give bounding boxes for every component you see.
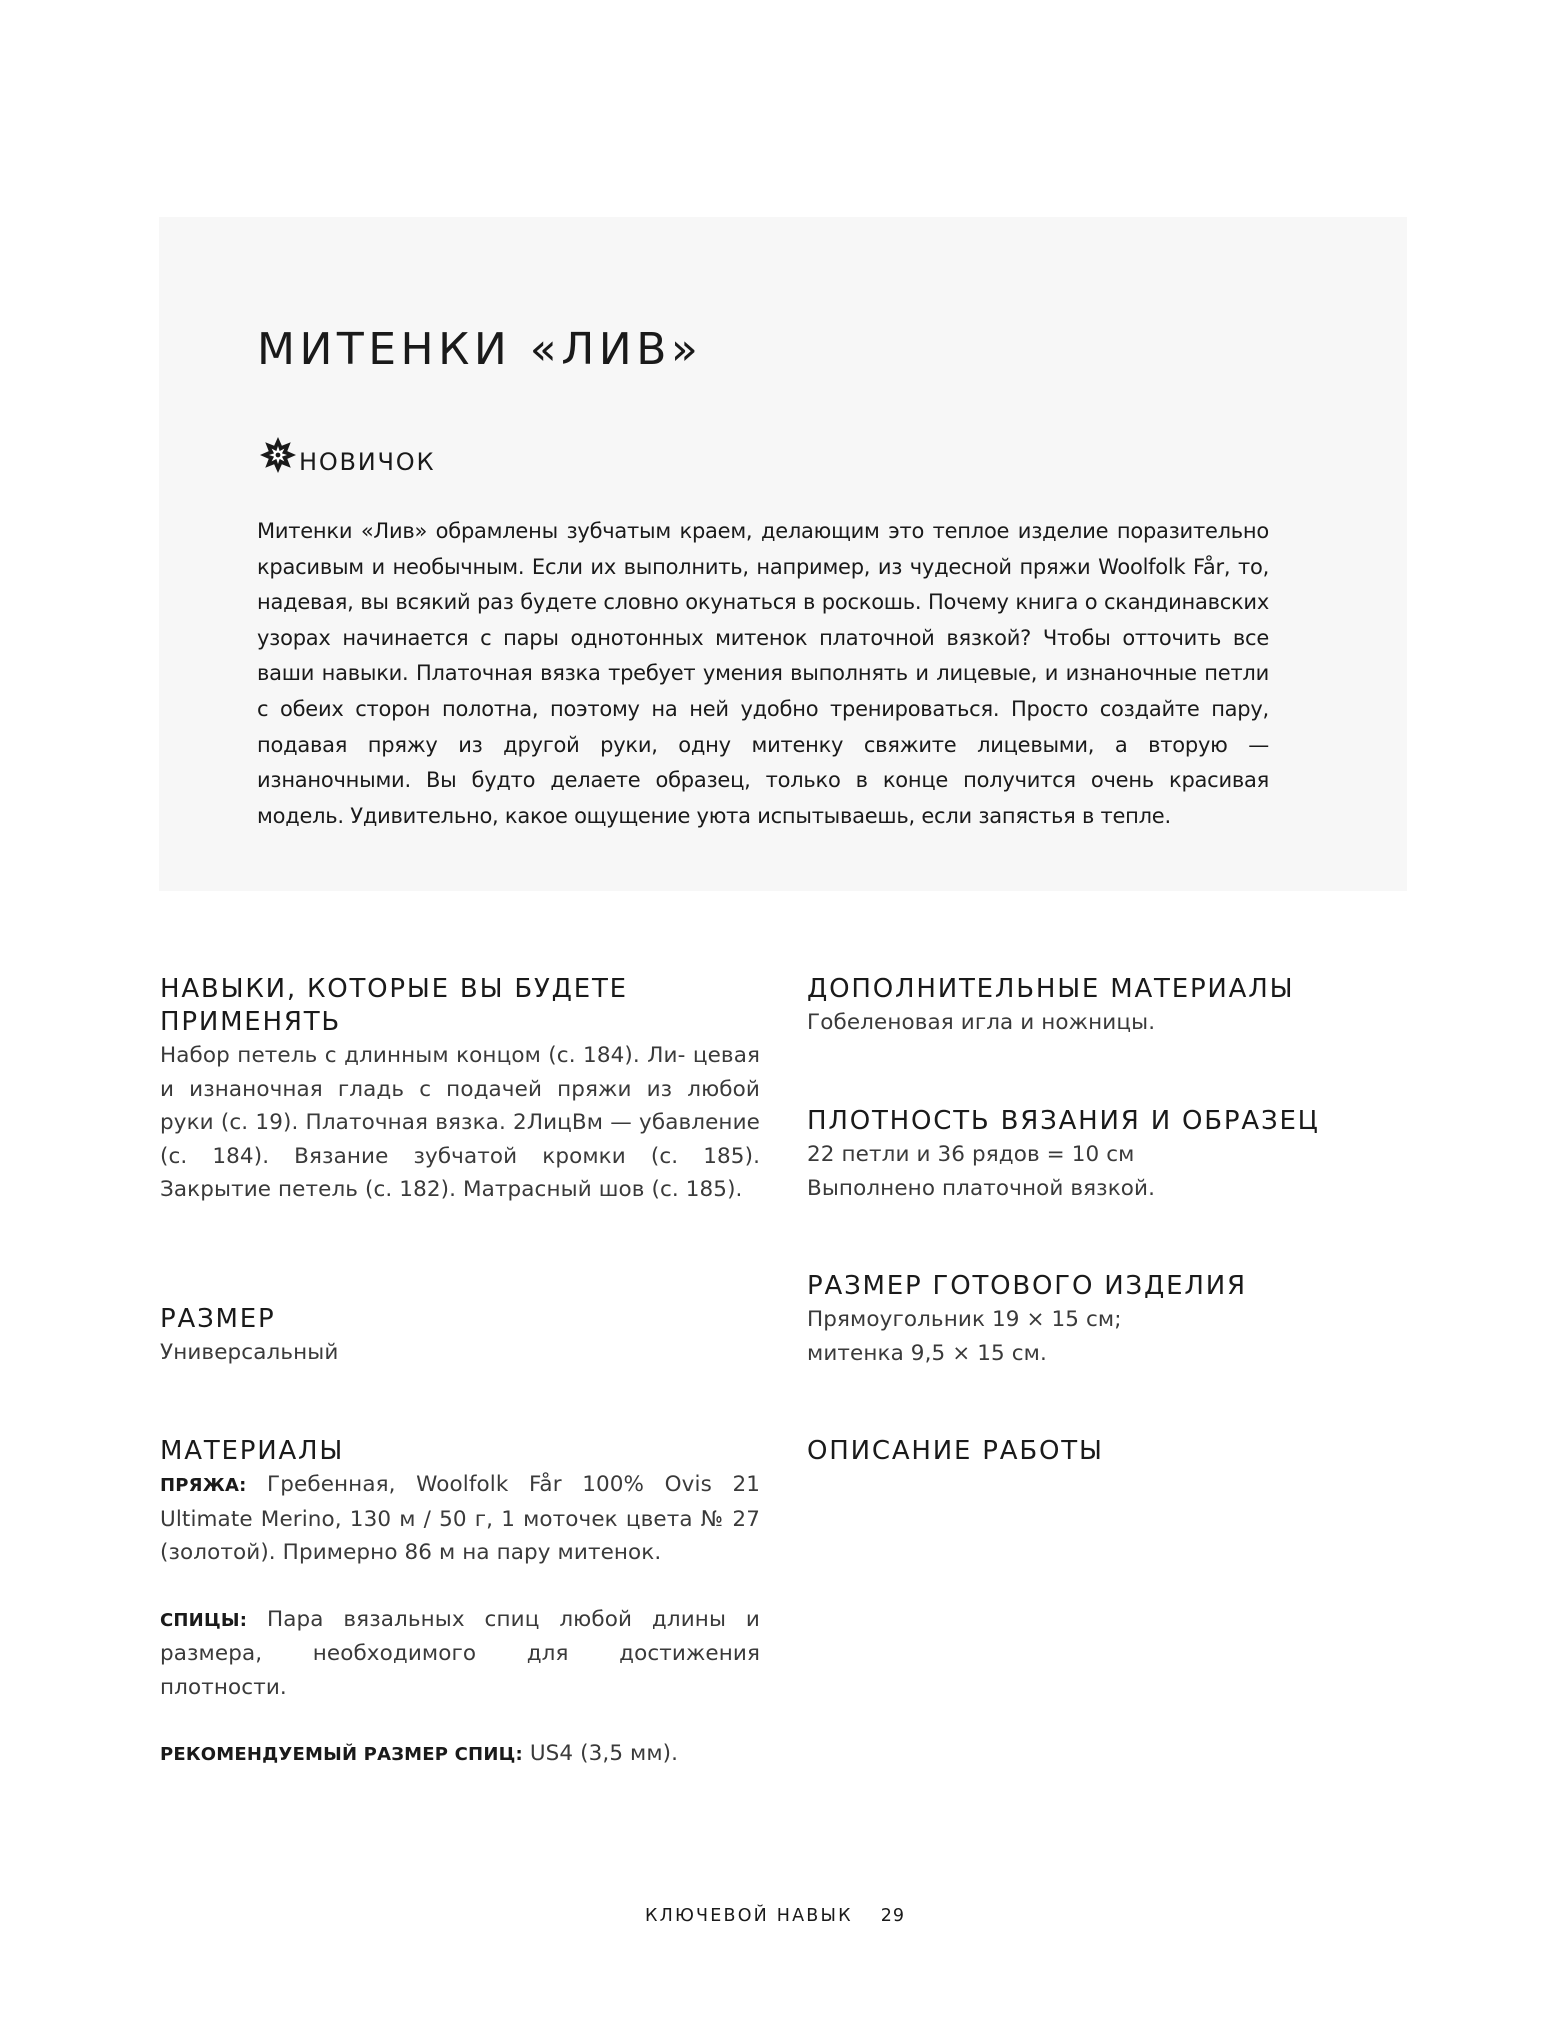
gauge-title: ПЛОТНОСТЬ ВЯЗАНИЯ И ОБРАЗЕЦ [807, 1106, 1320, 1136]
additional-materials-text: Гобеленовая игла и ножницы. [807, 1010, 1156, 1035]
yarn-line: Ultimate Merino, 130 м / 50 г, 1 моточек цвета [160, 1506, 693, 1532]
footer-section-label: КЛЮЧЕВОЙ НАВЫК [644, 1906, 853, 1926]
intro-line: красивым и необычным. Если их выполнить, например, из чудесной пряжи Woolfolk [257, 554, 1186, 579]
needles-text [160, 1603, 760, 1705]
needle-size-value: US4 (3,5 мм). [522, 1741, 679, 1766]
gauge-line: Выполнено платочной вязкой. [807, 1175, 1156, 1201]
intro-line: Får, то, надевая, вы всякий раз будете словно окунаться в роскошь. Почему книга [257, 554, 1269, 615]
intro-line: и изнаночные петли с обеих сторон полотна, поэтому на ней удобно тренироваться. [257, 661, 1269, 721]
skills-section [160, 973, 760, 1207]
yarn-label: ПРЯЖА: [160, 1475, 247, 1496]
skills-title-line: НАВЫКИ, КОТОРЫЕ ВЫ БУДЕТЕ [160, 974, 628, 1004]
needle-size-label: РЕКОМЕНДУЕМЫЙ РАЗМЕР СПИЦ: [160, 1744, 523, 1765]
page-footer [0, 1904, 1550, 1928]
instructions-title: ОПИСАНИЕ РАБОТЫ [807, 1436, 1104, 1466]
gauge-line: 22 петли и 36 рядов = 10 см [807, 1142, 1135, 1167]
size-section [160, 1303, 760, 1370]
skills-line: (с. 185). Закрытие петель (с. 182). Матрасный [160, 1143, 760, 1202]
gauge-text [807, 1138, 1407, 1205]
skills-line: цевая и изнаночная гладь с подачей пряжи из [160, 1043, 761, 1102]
skills-text [160, 1039, 760, 1207]
intro-line: Чтобы отточить все ваши навыки. Платочная вязка требует умения выполнять и лицевые, [257, 625, 1269, 686]
skills-line: убавление (с. 184). Вязание зубчатой кромки [160, 1110, 760, 1169]
needles-label: СПИЦЫ: [160, 1609, 248, 1631]
finished-size-line: митенка 9,5 × 15 см. [807, 1340, 1047, 1366]
difficulty-label: НОВИЧОК [299, 448, 436, 476]
finished-size-title: РАЗМЕР ГОТОВОГО ИЗДЕЛИЯ [807, 1271, 1247, 1301]
intro-line: Митенки «Лив» обрамлены зубчатым краем, делающим это теплое изделие поразительно [257, 519, 1269, 543]
needle-size-text [160, 1737, 760, 1772]
page-title: МИТЕНКИ «ЛИВ» [257, 324, 703, 375]
materials-section [160, 1435, 760, 1772]
size-title: РАЗМЕР [160, 1304, 276, 1334]
materials-title: МАТЕРИАЛЫ [160, 1436, 345, 1466]
finished-size-line: Прямоугольник 19 × 15 см; [807, 1307, 1122, 1332]
finished-size-text [807, 1303, 1407, 1370]
finished-size-section [807, 1270, 1407, 1370]
yarn-line: № 27 (золотой). Примерно 86 м на пару митенок. [160, 1506, 760, 1565]
size-text: Универсальный [160, 1340, 339, 1365]
difficulty-level [259, 428, 435, 474]
intro-line: в тепле. [1081, 803, 1171, 828]
intro-line: Просто создайте пару, подавая пряжу из другой руки, одну митенку свяжите лицевыми, [257, 696, 1269, 757]
additional-materials-section [807, 973, 1407, 1040]
skills-title [160, 973, 760, 1039]
intro-line: а вторую — изнаночными. Вы будто делаете образец, только в конце получится очень [257, 732, 1269, 793]
instructions-section [807, 1435, 1407, 1468]
snowflake-star-icon [259, 436, 297, 474]
gauge-section [807, 1105, 1407, 1205]
needles-line: плотности. [160, 1674, 287, 1700]
needles-line: и размера, необходимого для достижения [160, 1606, 760, 1666]
intro-line: о скандинавских узорах начинается с пары однотонных митенок платочной вязкой? [257, 590, 1270, 650]
intro-line: красивая модель. Удивительно, какое ощущение уюта испытываешь, если запястья [257, 768, 1269, 828]
skills-title-line: ПРИМЕНЯТЬ [160, 1007, 342, 1037]
page-number: 29 [880, 1906, 906, 1926]
additional-materials-title: ДОПОЛНИТЕЛЬНЫЕ МАТЕРИАЛЫ [807, 974, 1295, 1004]
needles-line: Пара вязальных спиц любой длины [247, 1606, 727, 1632]
yarn-text [160, 1468, 760, 1570]
intro-paragraph [257, 514, 1269, 834]
skills-line: шов (с. 185). [598, 1177, 743, 1202]
yarn-line: Гребенная, Woolfolk Får 100% Ovis 21 [246, 1472, 760, 1497]
skills-line: Набор петель с длинным концом (с. 184). Ли- [160, 1043, 686, 1068]
skills-line: любой руки (с. 19). Платочная вязка. 2ЛицВм — [160, 1076, 760, 1135]
